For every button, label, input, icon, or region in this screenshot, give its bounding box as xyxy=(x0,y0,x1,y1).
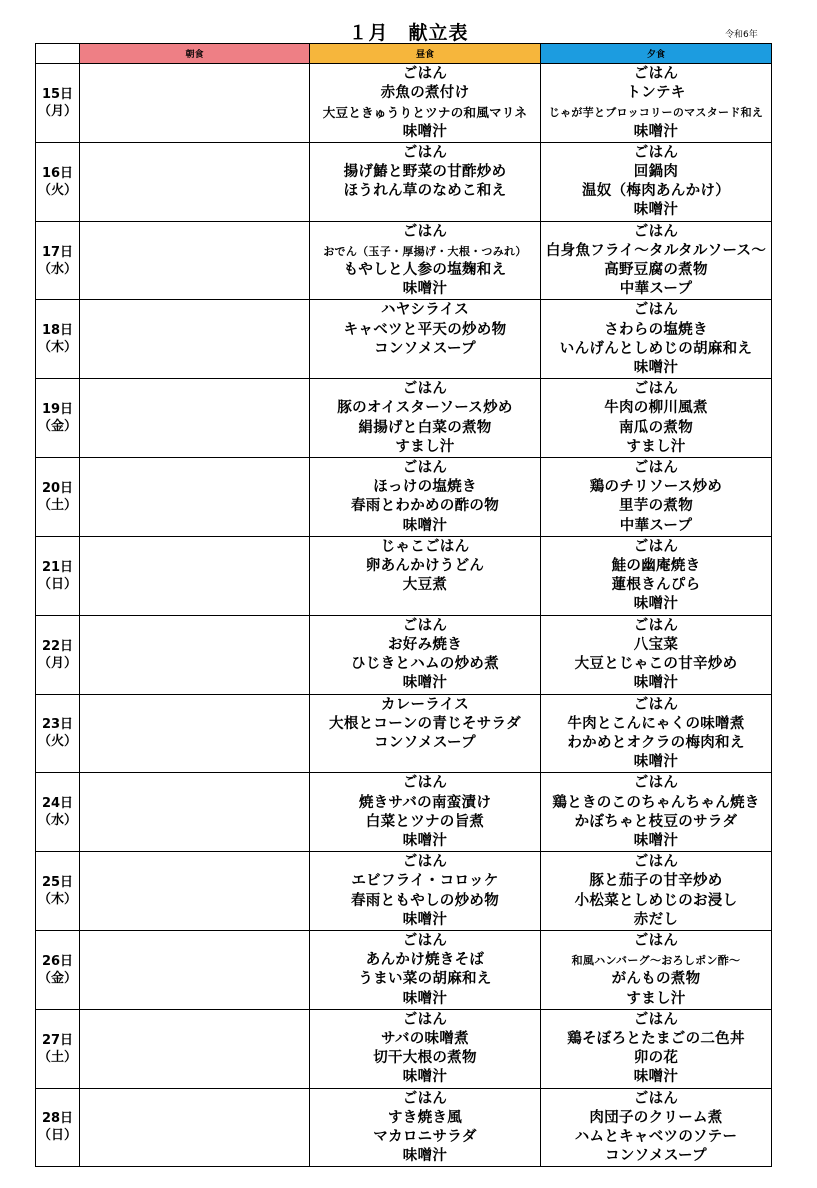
breakfast-cell xyxy=(80,1009,310,1088)
breakfast-cell xyxy=(80,536,310,615)
dinner-dish: ごはん xyxy=(633,381,679,398)
lunch-cell xyxy=(310,379,541,458)
lunch-dish: 大豆煮 xyxy=(402,577,448,594)
lunch-dish: カレーライス xyxy=(380,696,470,713)
day-weekday: （月） xyxy=(37,103,77,119)
lunch-cell xyxy=(310,615,541,694)
breakfast-cell xyxy=(80,458,310,537)
dinner-dish: ごはん xyxy=(633,1090,679,1107)
lunch-cell xyxy=(310,1009,541,1088)
lunch-dish: ごはん xyxy=(402,775,448,792)
lunch-dish: ほうれん草のなめこ和え xyxy=(343,183,507,200)
lunch-cell xyxy=(310,773,541,852)
day-date: 21日 xyxy=(41,559,74,575)
lunch-dish: 焼きサバの南蛮漬け xyxy=(358,794,492,811)
lunch-cell xyxy=(310,300,541,379)
dinner-dish: 八宝菜 xyxy=(633,636,679,653)
lunch-dish: すまし汁 xyxy=(395,438,455,455)
dinner-dish: すまし汁 xyxy=(626,990,686,1007)
dinner-dish: ごはん xyxy=(633,1011,679,1028)
day-date: 26日 xyxy=(41,953,74,969)
header-lunch: 昼食 xyxy=(310,44,541,64)
dinner-dish: 温奴（梅肉あんかけ） xyxy=(582,183,730,200)
lunch-dish: 揚げ鰆と野菜の甘酢炒め xyxy=(343,164,507,181)
dinner-dish: 牛肉とこんにゃくの味噌煮 xyxy=(567,715,745,732)
lunch-cell xyxy=(310,536,541,615)
day-row xyxy=(36,458,772,537)
day-weekday: （月） xyxy=(37,655,77,671)
lunch-dish: すき焼き風 xyxy=(388,1109,462,1126)
lunch-dish: サバの味噌煮 xyxy=(381,1030,469,1047)
lunch-dish: 味噌汁 xyxy=(402,123,448,140)
lunch-dish: 卵あんかけうどん xyxy=(365,558,485,575)
day-date: 17日 xyxy=(41,244,74,260)
day-date-cell xyxy=(36,1009,80,1088)
dinner-cell xyxy=(541,930,772,1009)
dinner-dish: 和風ハンバーグ～おろしポン酢～ xyxy=(571,954,741,968)
dinner-cell xyxy=(541,300,772,379)
dinner-dish: ごはん xyxy=(633,696,679,713)
day-date: 25日 xyxy=(41,875,74,891)
page-title: １月 献立表 xyxy=(348,22,469,44)
dinner-dish: 味噌汁 xyxy=(633,123,679,140)
lunch-dish: ごはん xyxy=(402,460,448,477)
dinner-cell xyxy=(541,142,772,221)
dinner-dish: ごはん xyxy=(633,617,679,634)
lunch-dish: ひじきとハムの炒め煮 xyxy=(351,656,499,673)
lunch-dish: ほっけの塩焼き xyxy=(373,479,477,496)
dinner-cell xyxy=(541,458,772,537)
dinner-cell xyxy=(541,64,772,143)
day-date-cell xyxy=(36,694,80,773)
day-weekday: （火） xyxy=(37,734,77,750)
dinner-dish: 蓮根きんぴら xyxy=(611,577,701,594)
day-date-cell xyxy=(36,221,80,300)
dinner-dish: わかめとオクラの梅肉和え xyxy=(567,734,745,751)
day-date: 22日 xyxy=(41,638,74,654)
breakfast-cell xyxy=(80,773,310,852)
lunch-dish: 大豆ときゅうりとツナの和風マリネ xyxy=(322,105,528,121)
day-weekday: （木） xyxy=(37,892,77,908)
dinner-dish: さわらの塩焼き xyxy=(604,321,708,338)
dinner-dish: 味噌汁 xyxy=(633,675,679,692)
day-row xyxy=(36,694,772,773)
dinner-cell xyxy=(541,1009,772,1088)
dinner-cell xyxy=(541,615,772,694)
lunch-dish: 赤魚の煮付け xyxy=(380,85,470,102)
dinner-dish: 味噌汁 xyxy=(633,360,679,377)
day-row xyxy=(36,1009,772,1088)
day-date-cell xyxy=(36,615,80,694)
dinner-dish: ごはん xyxy=(633,854,679,871)
lunch-cell xyxy=(310,221,541,300)
dinner-dish: 味噌汁 xyxy=(633,1069,679,1086)
day-weekday: （金） xyxy=(37,970,77,986)
day-date-cell xyxy=(36,458,80,537)
dinner-dish: ごはん xyxy=(633,66,679,82)
lunch-dish: ごはん xyxy=(402,854,448,871)
lunch-dish: エビフライ・コロッケ xyxy=(351,873,499,890)
lunch-dish: コンソメスープ xyxy=(374,340,476,357)
breakfast-cell xyxy=(80,221,310,300)
lunch-cell xyxy=(310,694,541,773)
breakfast-cell xyxy=(80,300,310,379)
dinner-dish: 鮭の幽庵焼き xyxy=(611,558,701,575)
lunch-cell xyxy=(310,852,541,931)
lunch-dish: ごはん xyxy=(402,932,448,949)
breakfast-cell xyxy=(80,379,310,458)
lunch-cell xyxy=(310,930,541,1009)
breakfast-cell xyxy=(80,1088,310,1167)
day-weekday: （日） xyxy=(37,576,77,592)
dinner-dish: 味噌汁 xyxy=(633,754,679,771)
lunch-dish: 味噌汁 xyxy=(402,990,448,1007)
day-date: 23日 xyxy=(41,717,74,733)
dinner-dish: 鶏そぼろとたまごの二色丼 xyxy=(567,1030,745,1047)
day-row xyxy=(36,142,772,221)
lunch-dish: お好み焼き xyxy=(388,636,462,653)
header-date xyxy=(36,44,80,64)
day-date-cell xyxy=(36,64,80,143)
breakfast-cell xyxy=(80,142,310,221)
day-weekday: （木） xyxy=(37,340,77,356)
day-row xyxy=(36,64,772,143)
lunch-dish: ごはん xyxy=(402,144,448,161)
dinner-dish: かぼちゃと枝豆のサラダ xyxy=(574,813,738,830)
dinner-dish: 味噌汁 xyxy=(633,596,679,613)
dinner-dish: ごはん xyxy=(633,775,679,792)
dinner-dish: 鶏ときのこのちゃんちゃん焼き xyxy=(552,794,760,811)
dinner-cell xyxy=(541,694,772,773)
dinner-dish: 回鍋肉 xyxy=(633,164,679,181)
lunch-dish: ハヤシライス xyxy=(380,302,470,319)
lunch-dish: ごはん xyxy=(402,66,448,82)
lunch-dish: 春雨ともやしの炒め物 xyxy=(351,892,499,909)
dinner-dish: 中華スープ xyxy=(619,281,693,298)
breakfast-cell xyxy=(80,694,310,773)
lunch-dish: 味噌汁 xyxy=(402,281,448,298)
dinner-dish: 豚と茄子の甘辛炒め xyxy=(589,873,723,890)
day-row xyxy=(36,1088,772,1167)
dinner-dish: 赤だし xyxy=(633,911,679,928)
dinner-dish: 肉団子のクリーム煮 xyxy=(589,1109,723,1126)
dinner-dish: 里芋の煮物 xyxy=(619,498,693,515)
dinner-dish: ごはん xyxy=(633,538,679,555)
lunch-dish: 絹揚げと白菜の煮物 xyxy=(358,419,492,436)
dinner-dish: ハムとキャベツのソテー xyxy=(574,1128,738,1145)
day-date: 19日 xyxy=(41,402,74,418)
header-dinner: 夕食 xyxy=(541,44,772,64)
dinner-dish: 卯の花 xyxy=(633,1050,679,1067)
lunch-dish: 豚のオイスターソース炒め xyxy=(337,400,513,417)
menu-table xyxy=(35,43,772,1167)
day-date-cell xyxy=(36,1088,80,1167)
lunch-dish: キャベツと平天の炒め物 xyxy=(343,321,507,338)
lunch-dish: あんかけ焼きそば xyxy=(365,952,485,969)
lunch-dish: 味噌汁 xyxy=(402,1069,448,1086)
lunch-dish: 味噌汁 xyxy=(402,517,448,534)
breakfast-cell xyxy=(80,852,310,931)
lunch-dish: おでん（玉子・厚揚げ・大根・つみれ） xyxy=(323,244,527,258)
day-weekday: （土） xyxy=(37,1049,77,1065)
dinner-dish: がんもの煮物 xyxy=(611,971,701,988)
era-label: 令和6年 xyxy=(725,30,758,40)
dinner-cell xyxy=(541,773,772,852)
dinner-dish: ごはん xyxy=(633,302,679,319)
day-weekday: （水） xyxy=(37,813,77,829)
lunch-dish: マカロニサラダ xyxy=(373,1128,477,1145)
lunch-dish: 味噌汁 xyxy=(402,675,448,692)
header-breakfast: 朝食 xyxy=(80,44,310,64)
day-row xyxy=(36,379,772,458)
lunch-dish: うまい菜の胡麻和え xyxy=(358,971,492,988)
day-date: 20日 xyxy=(41,480,74,496)
dinner-dish: 味噌汁 xyxy=(633,832,679,849)
lunch-dish: 味噌汁 xyxy=(402,832,448,849)
dinner-dish: ごはん xyxy=(633,932,679,949)
lunch-cell xyxy=(310,1088,541,1167)
lunch-dish: 切干大根の煮物 xyxy=(373,1050,477,1067)
day-row xyxy=(36,300,772,379)
day-date-cell xyxy=(36,379,80,458)
day-row xyxy=(36,852,772,931)
lunch-dish: 味噌汁 xyxy=(402,1148,448,1165)
lunch-dish: 春雨とわかめの酢の物 xyxy=(351,498,499,515)
dinner-dish: すまし汁 xyxy=(626,438,686,455)
day-row xyxy=(36,615,772,694)
lunch-dish: ごはん xyxy=(402,381,448,398)
lunch-dish: じゃこごはん xyxy=(380,538,470,555)
lunch-dish: 大根とコーンの青じそサラダ xyxy=(329,715,521,732)
dinner-dish: 味噌汁 xyxy=(633,202,679,219)
day-date: 28日 xyxy=(41,1111,74,1127)
dinner-dish: ごはん xyxy=(633,460,679,477)
dinner-dish: 高野豆腐の煮物 xyxy=(604,262,708,279)
breakfast-cell xyxy=(80,615,310,694)
dinner-cell xyxy=(541,1088,772,1167)
dinner-dish: 中華スープ xyxy=(619,517,693,534)
dinner-dish: 鶏のチリソース炒め xyxy=(589,479,723,496)
day-date: 15日 xyxy=(41,86,74,102)
day-weekday: （日） xyxy=(37,1128,77,1144)
dinner-cell xyxy=(541,536,772,615)
dinner-dish: ごはん xyxy=(633,144,679,161)
day-date-cell xyxy=(36,773,80,852)
day-date-cell xyxy=(36,536,80,615)
day-date-cell xyxy=(36,142,80,221)
day-date: 16日 xyxy=(41,165,74,181)
day-date-cell xyxy=(36,300,80,379)
day-row xyxy=(36,773,772,852)
day-weekday: （土） xyxy=(37,497,77,513)
lunch-dish: 味噌汁 xyxy=(402,911,448,928)
lunch-dish: ごはん xyxy=(402,1011,448,1028)
dinner-dish: 大豆とじゃこの甘辛炒め xyxy=(574,656,738,673)
day-date-cell xyxy=(36,852,80,931)
dinner-dish: 牛肉の柳川風煮 xyxy=(604,400,708,417)
lunch-dish: もやしと人参の塩麹和え xyxy=(343,262,507,279)
dinner-dish: じゃが芋とブロッコリーのマスタード和え xyxy=(548,106,764,120)
day-row xyxy=(36,536,772,615)
dinner-dish: 南瓜の煮物 xyxy=(619,419,693,436)
dinner-dish: ごはん xyxy=(633,223,679,240)
day-weekday: （金） xyxy=(37,419,77,435)
day-weekday: （水） xyxy=(37,261,77,277)
dinner-dish: 小松菜としめじのお浸し xyxy=(574,892,738,909)
dinner-dish: トンテキ xyxy=(626,85,686,102)
dinner-dish: 白身魚フライ～タルタルソース～ xyxy=(545,242,767,259)
header-row xyxy=(36,44,772,64)
dinner-cell xyxy=(541,379,772,458)
day-date: 18日 xyxy=(41,323,74,339)
dinner-dish: コンソメスープ xyxy=(605,1148,707,1165)
day-date-cell xyxy=(36,930,80,1009)
lunch-dish: ごはん xyxy=(402,1090,448,1107)
lunch-cell xyxy=(310,458,541,537)
dinner-dish: いんげんとしめじの胡麻和え xyxy=(559,340,753,357)
breakfast-cell xyxy=(80,930,310,1009)
day-weekday: （火） xyxy=(37,182,77,198)
lunch-cell xyxy=(310,64,541,143)
dinner-cell xyxy=(541,221,772,300)
dinner-cell xyxy=(541,852,772,931)
day-row xyxy=(36,930,772,1009)
breakfast-cell xyxy=(80,64,310,143)
lunch-dish: ごはん xyxy=(402,223,448,240)
lunch-cell xyxy=(310,142,541,221)
lunch-dish: コンソメスープ xyxy=(374,734,476,751)
day-date: 24日 xyxy=(41,796,74,812)
day-row xyxy=(36,221,772,300)
day-date: 27日 xyxy=(41,1032,74,1048)
lunch-dish: ごはん xyxy=(402,617,448,634)
lunch-dish: 白菜とツナの旨煮 xyxy=(365,813,485,830)
